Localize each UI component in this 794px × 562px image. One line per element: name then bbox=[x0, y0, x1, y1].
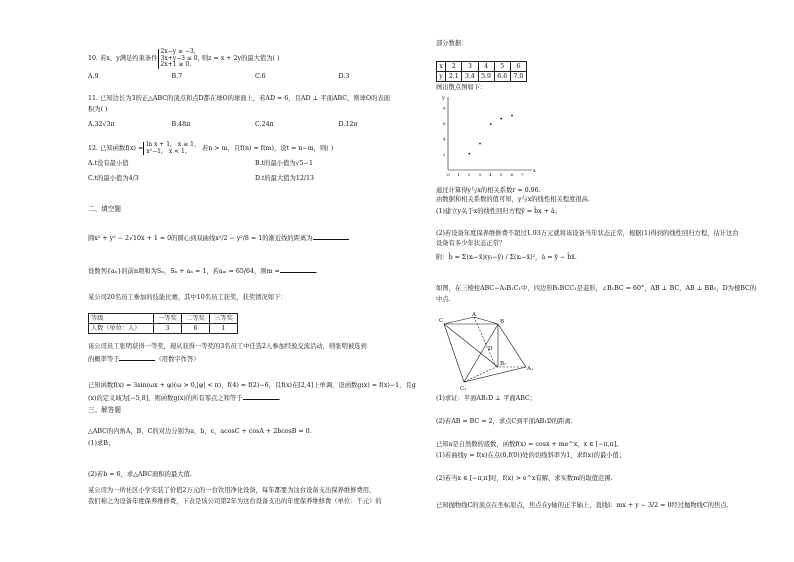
q10-constraint-2: 3x+y−3 ≤ 0, bbox=[160, 54, 200, 62]
label-a1: A₁ bbox=[527, 366, 534, 372]
q10-system bbox=[158, 49, 200, 69]
q20-line3: (2)若当x ∈ [−π,π]时，f(x) > e^x有解，求实数m的取值范围. bbox=[436, 475, 613, 482]
q11-line2: 积为( ) bbox=[88, 106, 108, 113]
q18-line2: 我们称之为设备年度保养维修费，下表是该公司第2年为这台设备支出的年度保养维修费（单位：千元）的 bbox=[88, 498, 382, 505]
f15-intro: 某公司20名员工参加的技能比赛，其中10名员工获奖，获奖情况如下： bbox=[88, 294, 287, 301]
r5-text: 设备有多少年状态正常？ bbox=[436, 240, 506, 247]
question-20 bbox=[436, 441, 768, 483]
table-cell: x bbox=[437, 62, 446, 72]
q10-constraint-3: 2x+1 ≥ 0， bbox=[160, 61, 196, 68]
q12-piece-2: x²−1， x < 1， bbox=[146, 147, 191, 155]
y-tick-label: 2 bbox=[443, 151, 446, 157]
fill-question-14: 设数列{aₙ}的前n项和为Sₙ，Sₙ + aₙ = 1，若aₘ = 65/64，则m = . bbox=[88, 268, 318, 275]
award-table bbox=[88, 313, 238, 334]
y-axis-label: y bbox=[442, 95, 445, 101]
q10-tail: 则z = x + 2y的最大值为( ) bbox=[201, 54, 280, 62]
x-tick-label: 4 bbox=[489, 172, 492, 177]
option-b: B.t的最小值为√5−1 bbox=[255, 160, 313, 167]
q17-part1: (1)求B； bbox=[88, 440, 115, 447]
option-d: D.t的最大值为12/13 bbox=[255, 175, 314, 182]
q18-line1: 某公司为一所社区小学安装了价值2万元的一台饮用净化设备，每年都要为这台设备支出保养维修费用， bbox=[88, 487, 376, 494]
table-header-cell: 等级 bbox=[89, 314, 154, 324]
answer-blank bbox=[280, 266, 316, 273]
answer-blank bbox=[243, 393, 279, 400]
question-11 bbox=[88, 95, 422, 129]
table-cell: 3 bbox=[154, 324, 182, 334]
fill-question-15 bbox=[88, 294, 422, 364]
x-tick-label: 5 bbox=[499, 172, 503, 177]
q19-part2: (2)若AB = BC = 2，求点C到平面AB₁D的距离. bbox=[436, 418, 573, 425]
r4-text: (2)若设备年度保养维修费不超过1.93万元就将该设备当年状态正常，根据(1)得到的线性回归方程，估计这台 bbox=[436, 230, 739, 237]
question-17 bbox=[88, 428, 422, 479]
q19-line2: 中点. bbox=[436, 296, 451, 303]
label-c1: C₁ bbox=[460, 386, 467, 392]
x-tick-label: O bbox=[446, 172, 450, 177]
option-a: A.32√3π bbox=[88, 121, 115, 128]
table-cell: 6 bbox=[510, 62, 526, 72]
label-a: A bbox=[472, 312, 476, 318]
x-axis-label: x bbox=[533, 168, 536, 174]
r6-formula: 附：b̂ = Σ(xᵢ−x̄)(yᵢ−ȳ) / Σ(xᵢ−x̄)²，â = ȳ − b̂x̄. bbox=[436, 254, 577, 261]
table-header-cell: 三等奖 bbox=[210, 314, 238, 324]
option-b: B.48π bbox=[171, 121, 191, 128]
r1-text: 通过计算得y与x的相关系数r = 0.96. bbox=[436, 187, 541, 194]
label-c: C bbox=[439, 318, 444, 324]
table-row-x bbox=[437, 62, 527, 72]
table-cell: 7.0 bbox=[510, 72, 526, 82]
q10-constraint-1: 2x−y ≥ −3， bbox=[160, 48, 200, 55]
label-b1: B₁ bbox=[500, 361, 507, 367]
table-cell: 2.1 bbox=[446, 72, 462, 82]
data-table bbox=[436, 61, 527, 82]
table-row bbox=[89, 324, 238, 334]
question-10 bbox=[88, 49, 422, 81]
r2-text: 由数据和相关系数的值可知，y与x的线性相关程度很高. bbox=[436, 196, 590, 203]
q19-line1: 如图，在三棱柱ABC−A₁B₁C₁中，四边形B₁BCC₁是菱形，∠B₁BC = 60°，AB ⊥ BC，AB ⊥ BB₁，D为棱BC的 bbox=[436, 285, 757, 292]
scatter-title: 画出散点图如下： bbox=[436, 84, 487, 91]
q10-options bbox=[88, 73, 422, 81]
option-b: B.7 bbox=[171, 72, 183, 80]
data-point bbox=[490, 123, 492, 125]
table-header-cell: 一等奖 bbox=[154, 314, 182, 324]
f15-after-line2: 的概率等于 bbox=[88, 356, 120, 363]
data-point bbox=[479, 143, 481, 145]
q17-line1: △ABC的内角A，B，C的对边分别为a，b，c，acosC + cosA + 2bcosB = 0. bbox=[88, 428, 312, 435]
f15-after-line1: 该公司员工张明获得一等奖，现从获得一等奖的3名员工中任选2人参加经验交流活动，则张明被选到 bbox=[88, 343, 367, 350]
prism-figure bbox=[436, 312, 536, 392]
table-header-cell: 二等奖 bbox=[182, 314, 210, 324]
y-tick-label: 8 bbox=[443, 105, 446, 111]
f16-line2: (x)的定义域为[−5,8]，则函数g(x)的所有零点之和等于 bbox=[88, 395, 243, 402]
table-cell: 5.9 bbox=[478, 72, 494, 82]
label-b: B bbox=[500, 319, 505, 325]
q20-line1: 已知a是自然数的底数，函数f(x) = cosx + me^x，x ∈ [−π,π]。 bbox=[436, 441, 623, 448]
option-a: A.t没有最小值 bbox=[88, 160, 129, 167]
q12-tail: 若n > m，且f(n) = f(m)，设t = n−m，则( ) bbox=[201, 144, 334, 152]
table-row-y bbox=[437, 72, 527, 82]
data-point bbox=[468, 153, 470, 155]
x-tick-label: 1 bbox=[457, 172, 460, 177]
option-c: C.t的最小值为4/3 bbox=[88, 175, 139, 182]
option-a: A.9 bbox=[88, 72, 99, 80]
q12-piecewise bbox=[143, 142, 200, 155]
fill-question-13 bbox=[88, 233, 422, 243]
table-cell: 人数（单位：人） bbox=[89, 324, 154, 334]
q10-stem: 10. 若x，y满足约束条件 bbox=[88, 54, 158, 62]
table-cell: 6.6 bbox=[494, 72, 510, 82]
table-cell: 1 bbox=[210, 324, 238, 334]
option-d: D.12π bbox=[338, 121, 358, 128]
option-c: C.24π bbox=[255, 121, 274, 128]
r3-text: (1)建立y关于x的线性回归方程ŷ = b̂x + â； bbox=[436, 208, 562, 215]
y-tick-label: 6 bbox=[443, 120, 446, 126]
q20-line2: (1)若曲线y = f(x)在点(0,f(0))处的切线斜率为1，求f(x)的最小值； bbox=[436, 452, 626, 459]
question-12 bbox=[88, 142, 422, 183]
f15-note: （用数字作答） bbox=[155, 356, 200, 363]
data-title: 部分数据： bbox=[436, 40, 468, 47]
answer-blank bbox=[313, 233, 349, 240]
table-cell: 4 bbox=[478, 62, 494, 72]
f16-line1: 已知函数f(x) = 3sin(ωx + φ)(ω > 0,|φ| < π)，f(4) = f(2)−6，且f(x)在[2,4]上单调，设函数g(x) = f(x)−1，且g bbox=[88, 382, 416, 389]
table-header-row bbox=[89, 314, 238, 324]
option-c: C.6 bbox=[255, 72, 266, 80]
table-cell: 6 bbox=[182, 324, 210, 334]
q19-part1: (1)求证：平面AB₁D ⊥ 平面ABC； bbox=[436, 395, 537, 402]
table-cell: 5 bbox=[494, 62, 510, 72]
question-18 bbox=[88, 487, 422, 506]
section-answer-heading: 三、解答题 bbox=[88, 406, 121, 414]
table-cell: y bbox=[437, 72, 446, 82]
x-tick-label: 3 bbox=[478, 172, 482, 177]
label-d: D bbox=[488, 346, 493, 352]
x-tick-label: 7 bbox=[521, 172, 524, 177]
table-cell: 3 bbox=[462, 62, 478, 72]
y-tick-label: 4 bbox=[443, 136, 446, 142]
table-cell: 3.4 bbox=[462, 72, 478, 82]
f14-text: 设数列{aₙ}的前n项和为Sₙ，Sₙ + aₙ = 1，若aₘ = 65/64，则m = bbox=[88, 268, 280, 275]
x-tick-label: 6 bbox=[510, 172, 514, 177]
data-point bbox=[500, 118, 502, 120]
section-fill-in-heading: 二、填空题 bbox=[88, 205, 121, 213]
data-point bbox=[511, 115, 513, 117]
q11-line1: 11. 已知边长为3的正△ABC的顶点和点D都在球O的球面上，若AD = 6，且AD ⊥ 平面ABC，则球O的表面 bbox=[88, 95, 391, 102]
question-21: 已知抛物线C的顶点在坐标原点，焦点在y轴的正半轴上，直线l：mx + y − 3/2 = 0经过抛物线C的焦点. bbox=[436, 502, 729, 509]
q17-part2: (2)若b = 6，求△ABC面积的最大值. bbox=[88, 471, 192, 478]
table-cell: 2 bbox=[446, 62, 462, 72]
f13-text: 圆x² + y² − 2√10x + 1 = 0的圆心到双曲线x²/2 − y²/8 = 1的渐近线的距离为 bbox=[88, 235, 313, 242]
scatter-plot bbox=[436, 94, 536, 184]
q12-piece-1: ln x + 1， x ≥ 1， bbox=[146, 141, 200, 148]
option-d: D.3 bbox=[338, 72, 350, 80]
question-19 bbox=[436, 285, 768, 304]
q11-options bbox=[88, 121, 422, 129]
q12-stem: 12. 已知函数f(x) = bbox=[88, 144, 144, 152]
x-tick-label: 2 bbox=[467, 172, 471, 177]
answer-blank bbox=[119, 354, 155, 361]
fill-question-16: 已知函数f(x) = 3sin(ωx + φ)(ω > 0,|φ| < π)，f(4) = f(2)−6，且f(x)在[2,4]上单调，设函数g(x) = f(x)−1，且g (x)的定义域为[−5,8]，则函数g(x)的所有零点之和等于 . bbox=[88, 382, 422, 403]
